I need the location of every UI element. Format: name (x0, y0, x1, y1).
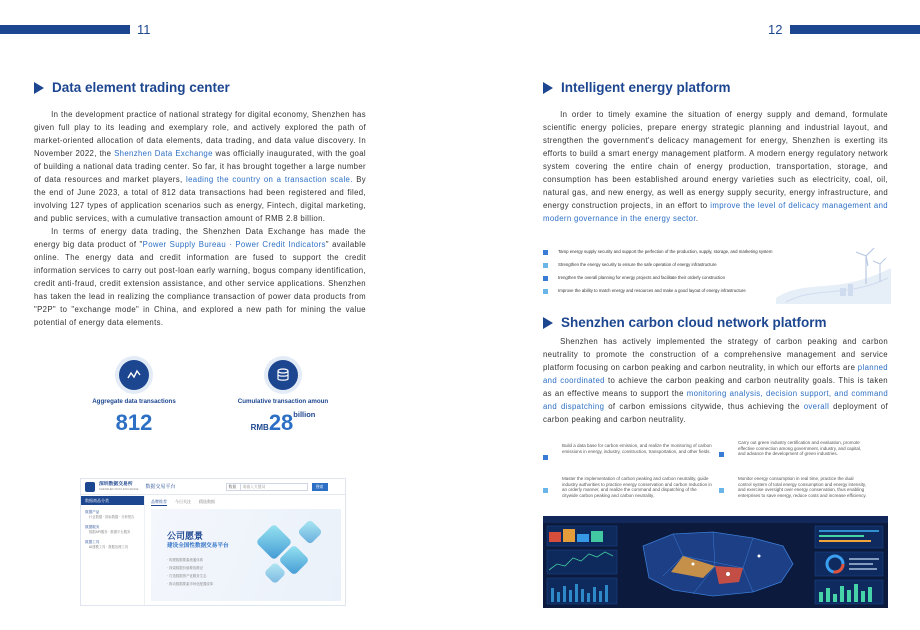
carbon-feature-item: Monitor energy consumption in real time, practice the dual control system of total energy consumption and energy intensity, and exercise oversight over energy conservation, thus enabling enterprises to save energy, reduce costs and increase efficiency. (719, 476, 889, 498)
square-bullet-icon (543, 250, 548, 255)
portal-banner-title: 公司愿景 (167, 531, 204, 541)
portal-org-sub: SHENZHEN DATA EXCHANGE (99, 486, 139, 491)
portal-sidebar-sub: 数据API服务 · 数据平台服务 (89, 530, 131, 534)
portal-banner-item: · 探索数据价值释放路径 (167, 566, 203, 570)
triangle-bullet-icon (34, 82, 44, 94)
energy-platform-paragraph: In order to timely examine the situation of energy supply and demand, formulate scientific energy policies, prepare energy strategic planning and industrial layout, and strengthen the government's delicacy management for energy, Shenzhen is exerting its efforts to build a smart energy management platform. A modern energy regulatory network system covering the entire chain of energy production, transportation, storage, and consumption has been established around energy varieties such as electricity, coal, oil, natural gas, and new energy, as well as energy supply security, energy infrastructure, and energy construction projects, in an effort to improve the level of delicacy management and modern governance in the energy sector. (543, 110, 888, 223)
list-item: trengthen the overall planning for energy projects and facilitate their orderly construction (543, 275, 883, 288)
triangle-bullet-icon (543, 82, 553, 94)
stat-aggregate-transactions (75, 360, 193, 460)
page-header-bar-left (0, 25, 130, 34)
wind-energy-illustration (776, 238, 891, 304)
stat-label: Aggregate data transactions (92, 398, 176, 405)
page-number-left: 11 (137, 22, 151, 37)
square-bullet-icon (543, 289, 548, 294)
dashboard-map (643, 532, 793, 596)
portal-tabs (151, 499, 215, 506)
portal-sidebar (81, 496, 145, 605)
data-trading-paragraph-1: In the development practice of national strategy for digital economy, Shenzhen has given full play to its leading and exemplary role, and actively explored the path of market-oriented allocation of data elements, data trading, and data value discovery. In November 2022, the Shenzhen Data Exchange was officially inaugurated, with the goal of building a national data trading center. So far, it has brought together a large number of data resources and market players, leading the country on a transaction scale. By the end of June 2023, a total of 812 data transactions had been registered and filed, involving 127 types of application scenarios such as energy, Fintech, digital marketing, and public services, with a cumulative transaction amount of RMB 2.8 billion. (34, 110, 367, 223)
portal-banner-item: · 推动数据要素市场化配置改革 (167, 582, 214, 586)
square-bullet-icon (719, 488, 724, 493)
stat-value: 812 (115, 410, 153, 435)
list-item: Strengthen the energy security to ensure the safe operation of energy infrastructure (543, 262, 883, 275)
portal-tab[interactable]: 品牌推荐 (151, 499, 167, 504)
portal-sidebar-sub: AI建模工具 · 数据处理工具 (89, 545, 129, 549)
portal-banner (151, 509, 341, 601)
square-bullet-icon (543, 488, 548, 493)
carbon-feature-item: Build a data base for carbon emission, and realize the monitoring of carbon emissions in energy, industry, construction, transportation, and other fields. (543, 443, 713, 460)
carbon-feature-item: Master the implementation of carbon peaking and carbon neutrality, guide industry authorities to practice energy conservation and carbon reduction in an orderly manner, and realize the command and dispatching of the citywide carbon peaking and carbon neutrality. (543, 476, 713, 498)
dashboard-right-panel (815, 526, 883, 604)
carbon-features (543, 440, 889, 513)
carbon-dashboard-screenshot (543, 516, 888, 608)
section-title-carbon-platform: Shenzhen carbon cloud network platform (543, 315, 827, 330)
portal-tab[interactable]: 今日关注 (175, 499, 191, 504)
stat-cumulative-amount (224, 360, 342, 460)
data-trading-paragraph-2: In terms of energy data trading, the Shenzhen Data Exchange has made the energy big data product of "Power Supply Bureau · Power Credit Indicators" available online. The energy data and credit information are fused to support the credit information services to carry out post-loan early warning, bogus company identification, credit anti-fraud, credit extension assistance, and other service applications. Shenzhen has taken the lead in realizing the compliance transaction of power data products from "P2P" to "exchange mode" in China, and explored a new path for mining the value potential of energy data elements. (34, 227, 367, 327)
portal-search-input[interactable]: 数据 请输入关键词 (226, 483, 308, 491)
exchange-logo-icon (85, 482, 95, 492)
portal-sidebar-title: 数据商品分类 (81, 496, 144, 505)
section-title-data-trading: Data element trading center (34, 80, 230, 95)
square-bullet-icon (543, 263, 548, 268)
stat-value-row: $RMB28^{billion}$ (250, 410, 316, 435)
stat-label: Cumulative transaction amoun (237, 398, 329, 405)
page-header-bar-right (790, 25, 920, 34)
data-trading-body (34, 108, 366, 329)
square-bullet-icon (543, 455, 548, 460)
data-cube-illustration (297, 519, 322, 544)
portal-platform-name: 数据交易平台 (145, 484, 176, 490)
portal-search-button[interactable]: 搜索 (312, 483, 328, 491)
list-item: Improve the ability to match energy and resources and make a good layout of energy infrastructure (543, 288, 883, 301)
portal-topbar (81, 479, 345, 495)
portal-banner-item: · 构建数据要素流通体系 (167, 558, 203, 562)
list-item: Tamp energy supply security and support the perfection of the production, supply, storage, and marketing system (543, 249, 883, 262)
carbon-platform-paragraph: Shenzhen has actively implemented the strategy of carbon peaking and carbon neutrality to promote the construction of a comprehensive management and service platform focusing on carbon peaking and carbon neutrality, in which our efforts are planned and coordinated to achieve the carbon peaking and carbon neutrality goals. This is taken as an effective means to support the monitoring analysis, decision support, and command and dispatching of carbon emissions citywide, thus achieving the overall deployment of carbon peaking and carbon neutrality. (543, 337, 889, 424)
portal-tab[interactable]: 精选数据 (199, 499, 215, 504)
square-bullet-icon (719, 452, 724, 457)
portal-org-name: 深圳数据交易所 (99, 481, 133, 487)
carbon-feature-item: Carry out green industry certification and evaluation, promote effective connection among government, industry, and capital, and advance the development of green industries. (719, 440, 889, 457)
energy-platform-body (543, 108, 888, 225)
carbon-platform-body (543, 335, 888, 426)
database-icon (268, 360, 298, 390)
portal-banner-item: · 打造数据资产化服务生态 (167, 574, 207, 578)
portal-sidebar-item[interactable]: 数据工具 (85, 540, 100, 544)
section-title-energy-platform: Intelligent energy platform (543, 80, 731, 95)
chart-pulse-icon (119, 360, 149, 390)
portal-sidebar-item[interactable]: 数据服务 (85, 525, 100, 529)
square-bullet-icon (543, 276, 548, 281)
exchange-portal-screenshot (80, 478, 346, 606)
portal-sidebar-sub: 行业数据 · 指标数据 · 分析报告 (89, 515, 135, 519)
portal-banner-subtitle: 建设全国性数据交易平台 (167, 543, 229, 549)
triangle-bullet-icon (543, 317, 553, 329)
page-number-right: 12 (768, 22, 783, 37)
dashboard-left-panel (547, 526, 617, 604)
portal-sidebar-item[interactable]: 数据产品 (85, 510, 100, 514)
